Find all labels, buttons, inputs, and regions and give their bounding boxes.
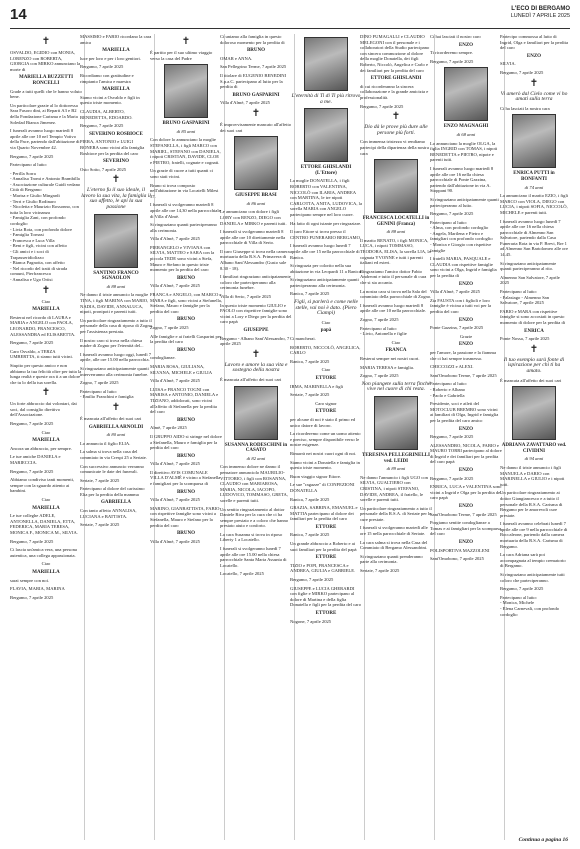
obituary-text: MARIELLA — [32, 569, 60, 575]
obituary-text: di 85 anni — [176, 128, 196, 134]
obituary-text: Grade a tutti quelli che le hanno voluto bene. — [10, 88, 82, 100]
obituary-text: I funerali avranno luogo martedì 8 aprile alle ore 10 nella parrocchiale. — [360, 302, 427, 314]
obituary-text: ENZO — [458, 317, 474, 323]
obituary-text: Almè, 7 aprile 2025 — [150, 425, 187, 431]
obituary-text: per alcune di noi è stato il primo ed unico datore di lavoro. — [290, 416, 356, 428]
obituary-text: SUSANNA RODESCHINI in CASATO — [224, 442, 288, 454]
obituary-text: Si ringraziano quanti parteciperanno alla cerimonia. — [150, 222, 217, 233]
obituary-text: I familiari ringraziano anticipatamente coloro che parteciperanno alla cerimonia funebre. — [220, 274, 291, 291]
obituary-text: Siamo vicini a Donatella e famiglia in questo triste momento. — [290, 459, 360, 471]
obituary-text: Zogno, 7 aprile 2025 — [360, 317, 399, 322]
obituary-text: DINO FUMAGALLI e CLAUDIO MELEGONI con il personale e i collaboratori della Studio partecipano con sincera commozione al dolore della moglie Donatella, dei figli Roberto, Niccolò, Angelica e Carlo e dei familiari per la perdita del caro — [360, 34, 430, 73]
obituary-text: Il caro Ettore si trova presso il CENTRO FUNERARIO BERGAMO. — [290, 229, 362, 240]
obituary-text: Un particolare ringraziamento a tutto il personale della R.S.A. di Seriate per le cure prestate. — [360, 505, 432, 522]
page-number: 14 — [10, 6, 27, 23]
column-7 — [430, 34, 505, 840]
obituary-text: Ciao — [391, 339, 401, 345]
obituary-text: FRANCA — [385, 348, 407, 354]
obituary-text: I funerali si svolgeranno martedì alle ore 15 nella parrocchiale di Seriate. — [360, 525, 428, 537]
obituary-text: Zogno, 7 aprile 2025 — [150, 325, 189, 330]
obituary-text: I funerali avranno luogo martedì 8 aprile alle ore 16 nella chiesa parrocchiale di Ponte Gazzina, partendo dall'abitazione in via A. Stoppani 90. — [430, 165, 494, 194]
obituary-text: Porgiamo sentite condoglianze a Tomas e ai famigliari per la scomparsa del caro — [430, 520, 502, 537]
obituary-text: Presidente, soci e atleti del MOTOCLUB BREMBO sono vicini ai familiari di Olga, Ingrid e famiglia per la perdita del caro amico — [430, 401, 499, 423]
obituary-text: Il GRUPPO AIDO si stringe nel dolore a Stefanella, Mauro e famiglia per la perdita del caro — [150, 433, 222, 451]
obituary-text: Ranica, 7 aprile 2025 — [290, 496, 330, 502]
obituary-text: Ciao — [41, 298, 51, 304]
obituary-text: ENRICA PUTTI in BONFANTI — [513, 171, 555, 182]
obituary-text: Sant'Omobono, 7 aprile 2025 — [430, 556, 484, 562]
obituary-text: BRUNO — [176, 489, 196, 495]
obituary-text: San Pellegrino Terme, 7 aprile 2025 — [220, 64, 287, 70]
obituary-text: Buon viaggio signor Ettore. — [290, 473, 342, 479]
obituary-text: La cara Susanna si trova in riposo Liberty 1 a Locatello. — [220, 531, 283, 543]
obituary-text: I funerali avranno luogo oggi, lunedì 7 aprile, alle ore 15.00 nella parrocchia. — [80, 351, 152, 363]
cross-icon: ✝ — [181, 36, 191, 47]
obituary-text: Ranica, 7 aprile 2025 — [290, 358, 330, 364]
obituary-text: BRUNO — [176, 417, 196, 423]
obituary-text: Bergamo, 7 aprile 2025 — [430, 211, 474, 217]
obituary-text: ENZO — [458, 504, 474, 510]
cross-icon: ✝ — [41, 284, 51, 296]
obituary-text: MARIELLA — [32, 438, 60, 444]
obituary-text: Villa d'Almè, 7 aprile 2025 — [150, 283, 200, 289]
obituary-text: Partecipano al lutto: - Falasiago - Almenno San Salvatore, 7 aprile 2025 — [500, 289, 549, 306]
masthead — [511, 6, 570, 19]
obituary-text: Bergamo, 7 aprile 2025 — [500, 586, 544, 592]
obituary-text: Con tanto affetto ANNALISA, LUCIANA e BATTISTA. — [80, 508, 137, 519]
obituary-text: Con dolore lo annunciano la moglie STEFANELLA, i figli MARCO con MARIEL, STEFANO con DANIELA, i nipoti CRISTIAN, DAVIDE, CLOE e PIETRO, fratelli, cognate e cognati. — [150, 137, 221, 165]
obituary-text: Bergamo, 7 aprile 2025 — [10, 538, 54, 544]
obituary-text: ETTORE — [315, 376, 337, 381]
column-2 — [80, 34, 155, 840]
obituary-text: ENZO — [458, 342, 474, 348]
cross-icon: ✝ — [41, 387, 51, 399]
obituary-text: Grazie — [459, 333, 473, 339]
obituary-text: Le tue colleghe ADELE, ANTONELLA, DANIELA, ETTA, FEDERICA, MARIA TERESA, MONICA F., MONICA M., SILVIA. — [10, 513, 78, 535]
obituary-text: È mancata all'affetto dei suoi cari — [500, 377, 562, 383]
obituary-text: La annunciano il marito EZIO, i figli MARCO con VIOLA, DIEGO con LUCIA, i nipoti SOFIA, NICCOLÒ, MICHELE e parenti tutti. — [500, 193, 568, 215]
obituary-text: Con immensa tristezza vi rendiamo partecipi della dipartenza della nostra cara — [360, 139, 429, 156]
obituary-text: Lo annuncia il figlio ELIA. — [80, 440, 131, 446]
obituary-text: Partecipano al lutto: - Roberto e Albano - Paolo e Gabriella — [430, 381, 467, 398]
obituary-text: Caro Osvaldo, a TERZA UMBERTTA, ti siamo tutti vicini. — [10, 348, 73, 360]
obituary-text: I funerali avranno luogo lunedì 7 aprile alle ore 15 nella parrocchiale di Ranica. — [290, 243, 360, 260]
obituary-text: di 88 anni — [106, 283, 126, 289]
obituary-text: GIUSEPPE e LUCIA GHERARDI con figlie e MIRKO partecipano al dolore di Martina e della figlia Donatella e figli per la perdita del caro — [290, 585, 362, 608]
obituary-text: papà — [320, 328, 332, 334]
obituary-text: GIUSEPPE BRASI — [235, 193, 277, 199]
obituary-text: Partecipo commossa al lutto di Ingrid, Olga e familiari per la perdita del caro — [500, 34, 568, 51]
obituary-text: Ciao — [41, 497, 51, 502]
obituary-text: ETTORE — [315, 409, 337, 415]
obituary-text: Partecipano al lutto: — [10, 162, 47, 168]
cross-icon: ✝ — [391, 111, 401, 123]
obituary-text: Alle famiglie e ai fratelli Gasparini per la perdita del caro — [150, 333, 222, 345]
obituary-text: Resterai sempre nei nostri cuori. — [360, 355, 420, 361]
obituary-text: I funerali avranno luogo lunedì 7 aprile alle ore 16 nella chiesa parrocchiale di Almenno San Salvatore, partendo dalla Casa Funeraria Rota in via P. Brevi, Bre 1 ad Almenno San Bartolomeo alle ore 14.45. — [500, 218, 568, 258]
obituary-text: Si ringraziano quanti prenderanno parte alla cerimonia. — [360, 553, 423, 565]
obituary-text: Bergamo, 7 aprile 2025 — [10, 594, 54, 600]
obituary-text: Osio Sotto, 7 aprile 2025 — [80, 166, 127, 172]
obituary-text: Bergamo, 7 aprile 2025 — [430, 434, 474, 440]
obituary-text: I funerali avranno celebrati lunedì 7 aprile alle ore 9 nella parrocchiale di Boccaleone, partendo dalla camera mortuaria della R.S.A. Carisma di Bergamo. — [500, 521, 568, 549]
obituary-text: È mancata all'affetto dei suoi cari — [80, 415, 142, 421]
obituary-text: Si ringraziano anticipatamente quanti parteciperanno alla cerimonia. — [290, 277, 359, 288]
obituary-text: Villa d'Almè, 7 aprile 2025 — [150, 497, 200, 503]
obituary-text: Un particolare grazie al lo dottoressa Sara Fasoro dini, ai Reparti A3 e B2 della Fondazione Carisma e la Maria Soledad Bianca Jimenez. — [10, 102, 78, 125]
obituary-text: Si ringraziano anticipatamente quanti interverranno alla cerimonia funebre. — [80, 365, 149, 377]
obituary-text: BRUNO — [176, 453, 196, 459]
obituary-text: Ne danno l'annuncio i figli UGO con SILVIA, GUALTIERO con CRISTINA, i nipoti STEFANO, DAVIDE, ANDREA, il fratello, le sorelle e parenti tutti. — [360, 474, 428, 503]
obituary-text: Le annunciano con dolore i figli LORY con RENZO, DIEGO con DANIELA e MIRKO e parenti tutti. — [220, 209, 287, 226]
obituary-text: La ricorderemo come un uomo attento e preciso, sempre disponibile verso le nostre esigenze. — [290, 431, 361, 448]
obituary-text: Seriate, 7 aprile 2025 — [360, 568, 400, 574]
obituary-text: ADRIANA ZAVATTARO ved. CIVIDINI — [501, 443, 567, 454]
obituary-text: ENZO — [526, 53, 542, 59]
obituary-text: Ponte Gazzina, 7 aprile 2025 — [430, 325, 484, 331]
obituary-text: Ponte Nossa, 7 aprile 2025 — [500, 336, 550, 342]
obituary-text: Bergamo, 7 aprile 2025 — [10, 421, 54, 427]
obituary-text: Bergamo, 7 aprile 2025 — [360, 103, 404, 109]
obituary-text: Ti ricorderemo sempre. — [430, 50, 474, 56]
obituary-text: Abbiamo condiviso tanti momenti, sempre con la sguardo attento ai bambini. — [10, 477, 75, 494]
obituary-text: Bergamo, 7 aprile 2025 — [290, 577, 334, 583]
obituary-text: MARIA TERESA e famiglia. — [360, 364, 415, 370]
column-1 — [10, 34, 85, 840]
obituary-text: Seriate, 7 aprile 2025 — [290, 392, 330, 398]
obituary-text: È partito per il suo ultimo viaggio verso la casa del Padre — [150, 50, 213, 61]
cross-icon: ✝ — [111, 174, 121, 186]
cross-icon: ✝ — [111, 401, 121, 413]
obituary-text: PIERANGELO e VIVIANA con SILVIA, MATTEO e SARA con la piccola TEDE sono vicini a Stefa, Mauro e Stefano in questo triste momento per la perdita del caro — [150, 244, 215, 273]
obituary-text: ALESSANDRO, NICOLA, FABIO e MAURO TORRI partecipano al dolore di Ingrid e dei familiari per la perdita del caro papà — [430, 442, 502, 465]
portrait-photo — [374, 396, 418, 450]
obituary-text: ENZO MAGNAGHI — [443, 124, 489, 130]
obituary-text: Stupito per questo amico e non abbiamo la tua felicità oltre per tutta la lunga realtà e queste ora ti a un dolore che tu lo della tua sorella. — [10, 362, 82, 385]
obituary-text: di 74 anni — [524, 184, 544, 190]
obituary-text: Ci lascia un'amica vera, una persona autentica, una collega appassionata. — [10, 547, 77, 558]
obituary-text: ROBERTO, NICCOLÒ, ANGELICA, CARLO — [290, 344, 361, 356]
column-4 — [220, 34, 295, 840]
obituary-text: Ciao — [321, 367, 331, 373]
obituary-text: La moglie DONATELLA, i figli ROBERTO con VALENTINA, NICCOLÒ con ILARIA, ANDREA con MARTINA, le tre nipoti CARLOTTA, ANITA, LUDOVICA, la sorella MARIA con ANGELO partecipano sempre nel loro cuore. — [290, 178, 362, 217]
obituary-text: La cara Adriana sarà poi accompagnata al tempio crematorio di Bergamo. — [500, 552, 566, 569]
obituary-text: di 89 anni — [386, 466, 406, 472]
obituary-text: Un grazie di cuore a tutti quanti ci sono stati vicini. — [150, 168, 213, 179]
column-6 — [360, 34, 435, 840]
obituary-text: ETTORE — [315, 611, 337, 616]
obituary-text: I funerali avranno luogo martedì 8 aprile alle ore 10 nel Tempio Votivo della Pace, partendo dall'abitazione di via Quarto Novembre 42. — [10, 128, 80, 150]
obituary-text: Il marito RENATO, i figli MONICA, LUCA, i nipoti TOMMASO, TEODORA, ELISA, la sorella LIA, la cognata YVONNE e tutti i parenti italiani ed esteri. — [360, 237, 431, 266]
obituary-text: MARIELLA — [102, 48, 130, 54]
obituary-text: sarai sempre con noi. — [10, 577, 50, 583]
obituary-text: Ci hai lasciati il nostro caro — [430, 34, 481, 39]
column-5 — [290, 34, 365, 840]
obituary-text: Bergamo, 7 aprile 2025 — [10, 153, 54, 159]
obituary-text: L'eternità di Ti di Ti più ritrovo a me. — [291, 93, 361, 105]
obituary-text: di 94 anni — [524, 456, 544, 462]
obituary-text: Locatello, 7 aprile 2025 — [220, 571, 264, 577]
column-8 — [500, 34, 570, 840]
obituary-text: Lo annunciano la moglie OLGA, la figlia INGRID con TOMAS, i nipoti BENEDETTA e PIETRO, nipote e parenti tutti. — [430, 140, 498, 163]
obituary-text: L'eterno fu il suo ideale, il lavoro la sua vita, la famiglia il suo affetto, le api la sua passione — [81, 187, 151, 211]
obituary-text: MARIELLA — [32, 505, 60, 511]
cross-icon: ✝ — [529, 343, 539, 355]
obituary-text: GRAZIA, SABRINA, EMANUEL e MATTIA partecipano al dolore dei familiari per la perdita del caro — [290, 505, 358, 522]
obituary-text: ENZO — [458, 42, 474, 48]
obituary-text: Bruno si trova composto nell'abitazione in via Locatelli Milesi 37. — [150, 182, 219, 199]
obituary-text: condoglianze. — [150, 355, 176, 361]
obituary-text: Non piangete sulla terra finché vive nel cuore di chi resta. — [361, 380, 431, 393]
obituary-text: OSVALDO, EGIDIO con MONIA, LORENZO con ROBERTA, GIORGIA con MIRKO annunciano la morte di — [10, 50, 81, 72]
obituary-text: Si ringraziano anticipatamente quanti parteciperanno al rito. — [500, 260, 557, 272]
obituary-text: per l'amore, la passione e la fiamma che ci hai sempre trasmesso. — [430, 349, 497, 361]
obituary-text: SEVERINO — [102, 159, 130, 165]
obituary-text: ENZO — [458, 281, 474, 287]
cross-icon: ✝ — [251, 107, 261, 119]
obituary-text: di cui ricorderanno la sincera collaborazione e la grande amicizia e professionalità. — [360, 83, 429, 100]
portrait-photo — [304, 37, 348, 91]
obituary-text: BRUNO — [176, 317, 196, 323]
obituary-text: La cara salma si trova nella Casa del Commiato di Bergamo Alessandrini. — [360, 539, 428, 551]
obituary-text: Zogno, 7 aprile 2025 — [360, 373, 399, 379]
obituary-text: Zogno, 7 aprile 2025 — [80, 380, 119, 386]
obituary-text: È improvvisamente mancato all'affetto dei suoi cari — [220, 121, 292, 133]
obituary-text: Bergamo - Albano Sant'Alessandro, 7 aprile 2025 — [220, 335, 290, 347]
obituary-text: di 80 anni — [106, 432, 126, 438]
obituary-text: ETTORE — [315, 524, 337, 530]
obituary-text: Villa d'Almè, 7 aprile 2025 — [150, 461, 200, 467]
obituary-text: ENRICA — [524, 328, 544, 334]
obituary-text: luce per loro e per i loro genitori. — [80, 55, 141, 61]
obituary-text: ETTORE GHISLANDI — [370, 76, 422, 82]
obituary-text: Un particolare ringraziamento ai dottor Giangiancesco e a tutto il personale della R.S.A. Carisma di Bergamo per le amorevoli cure prestate. — [500, 490, 563, 518]
obituary-text: ENRICA, LUCA e VALENTINA sono vicini a Ingrid e Olga per la perdita del caro papà — [430, 484, 502, 501]
issue-date: LUNEDÌ 7 APRILE 2025 — [510, 12, 570, 19]
obituary-text: Zia FAUSTA con i figlioli e loro famiglie è vicina a tutti voi per la perdita del caro — [430, 297, 492, 314]
obituary-text: Bergamo, 7 aprile 2025 — [10, 340, 54, 346]
cross-icon: ✝ — [529, 77, 539, 89]
portrait-photo — [512, 114, 556, 168]
obituary-text: Il titolare di EUGENIO BENEDINI S.p.a.C. partecipano al lutto per la perdita di — [220, 72, 287, 90]
obituary-text: Ciao — [41, 429, 51, 435]
page-header — [10, 6, 570, 29]
obituary-text: MARIA ROSA, GIULIANA, SILVANA, MICHELE e GIULIA — [150, 363, 213, 375]
obituary-text: ENZO — [458, 468, 474, 474]
continue-note: Continua a pagina 16 — [518, 837, 568, 843]
obituary-text: Ranica, 7 aprile 2025 — [290, 291, 330, 297]
obituary-text: Seriate, 7 aprile 2025 — [80, 477, 120, 483]
obituary-text: CLAUDIA, ALBERTO, BENEDETTA, EDOARDO. — [80, 108, 133, 120]
obituary-text: Bergamo, 7 aprile 2025 — [10, 468, 54, 474]
obituary-text: PIERA, ANTONIO e LUIGI BONERA sono vicini alla famiglia Rosbioce per la perdita del caro — [80, 139, 145, 156]
obituary-text: FABIO e MARA con rispettive famiglie si sono accostati in questo momento di dolore per la perdita di — [500, 308, 566, 325]
obituary-text: In questo triste momento GIULIO e PAOLO con rispettive famiglie sono vicini a Lory e Diego per la perdita del caro papà — [220, 302, 292, 325]
obituary-text: BRUNO — [176, 347, 196, 353]
cross-icon: ✝ — [41, 36, 51, 47]
obituary-text: Si ringrazia per colorito nella sua abitazione in via Leopardi 11 a Ranica. — [290, 263, 362, 274]
obituary-text: Ha fatto di ogni istante per ringraziare. — [290, 220, 362, 226]
portrait-photo — [512, 386, 556, 440]
obituary-text: Il tuo esempio sarà fonte di ispirazione per chi ti ha amato. — [503, 356, 565, 374]
obituary-text: Villa d'Almè, 7 aprile 2025 — [150, 538, 200, 544]
obituary-text: I funerali si svolgeranno martedì 8 aprile alle ore 14,30 nella parrocchiale di Villa d'Almè. — [150, 202, 221, 219]
obituary-text: Ci mancherai. — [290, 336, 316, 342]
obituary-text: Partecipano al lutto: - Monica, Michele - Elena Carnevali, con profondo cordoglio — [500, 594, 560, 617]
obituary-text: MARINO, GIANBATTISTA, FABIO con rispettive famiglie sono vicini a Stefanella, Mauro e Stefano per la perdita del caro — [150, 505, 220, 528]
obituary-text: GIUSEPPE — [243, 328, 269, 333]
obituary-text: BRUNO — [176, 531, 196, 537]
obituary-text: Un sentito ringraziamento al dottor Daniele Riva per la cura che ci ha sempre prestato e a coloro che hanno prestato aiuto e conforto. — [220, 506, 289, 529]
obituary-text: TERESINA PELLEGRINELLI ved. LEIDI — [362, 452, 430, 464]
obituary-text: Villa d'Almè, 7 aprile 2025 — [150, 236, 200, 242]
obituary-text: La nostra cara si trova nella Sala del commiato della parrocchiale di Zogno. — [360, 288, 432, 300]
obituary-text: LUISA e FRANCO TOGNI con MARISA e ANTONIO, DANIELA e TIZIANO, addolorati, sono vicini all'affetto di Stefanella per la perdita del caro — [150, 386, 219, 415]
obituary-text: POLISPORTIVA MAZZOLENI — [430, 547, 490, 553]
obituary-text: Lavoro e amore la sua vita e sostegno della nostra — [224, 361, 288, 374]
obituary-text: Vi amerò dal Cielo come vi ho amati sulla terra — [500, 90, 568, 103]
obituary-text: Con successivo annuncio verranno comunicate le date dei funerali. — [80, 463, 144, 475]
obituary-text: I funerali si svolgeranno lunedì 7 aprile alle ore 15.00 nella chiesa parrocchiale Santa Maria Assunta di Locatello. — [220, 546, 287, 568]
obituary-text: I fratelli MARIA, PASQUALE e CLAUDIA con rispettive famiglie sono vicini a Olga, Ingrid e famiglia per la perdita di — [430, 256, 497, 279]
obituary-text: IRMA, MARINELLA e figli — [290, 383, 344, 389]
portrait-photo — [234, 386, 278, 440]
obituary-text: Ancora un abbraccio, per sempre. — [10, 445, 72, 451]
newspaper-name: L'ECO DI BERGAMO — [511, 6, 570, 12]
obituary-text: di 86 anni — [246, 200, 266, 206]
obituary-text: Ciao — [321, 319, 331, 325]
obituary-text: FRANCESCA LOCATELLI in GENINI (Franca) — [362, 216, 430, 227]
column-3 — [150, 34, 225, 840]
obituary-text: FLAVIA, MARIA, MARINA — [10, 586, 65, 592]
obituary-text: Bergamo, 7 aprile 2025 — [430, 475, 474, 481]
obituary-text: Rimarrà nei nostri cuori ogni di noi. — [290, 450, 357, 456]
obituary-text: Ci ha lasciati la nostra cara — [500, 105, 550, 111]
obituary-text: Ricordiamo con gratitudine e rimpianto l'amica e maestra — [80, 72, 134, 84]
obituary-text: Partecipano al lutto: - Emilio Franchini e famiglia — [80, 388, 134, 400]
obituary-text: Villa d'Almè, 7 aprile 2025 — [150, 378, 200, 384]
obituary-text: Con immenso dolore ne danno il pensatore annunciolo MAURILIO-VITTORIO, i figli con ROSANNA, CLAUDIO con MARIAROSA, MARIA, NICOLA, IACOPO, LUDOVICO, TOMMASO, GRETA, sorelle e parenti tutti. — [220, 464, 288, 503]
obituary-text: Villa d'Almè, 7 aprile 2025 — [430, 289, 480, 295]
obituary-text: BRUNO GASPARINI — [162, 121, 210, 127]
obituaries-page — [10, 34, 570, 840]
obituary-text: Partecipano al lutto: - Livio, Antonella e figlie — [360, 325, 407, 337]
obituary-text: Il nostro caro si trova nella chiesa madre di Zogno per l'eternità del... — [80, 337, 144, 349]
portrait-photo — [94, 214, 138, 268]
obituary-text: - Perilla Sorra - Annalisa Tromi e Antonio Brambilla - Associazione culturale Guidi vedano Città di Bergamo - Marisa e Giulio Mingardi - Terri e Giulio Rodinaro - Nicoletta e Maurizio Rossonno, con tutta la loro vicinanza - Famiglia Zani, con profondo cordoglio - Livia Rota, con profondo dolore - Famiglia Tornasi - Francesca e Luca Villa - Beni e figli, vicini con affetto - Gli amici e i soci di Trapasseridiolizzo - Bianca Pagnotta, con affetto - Nel ricordo del tratti di strada comuni, Pierfrancesca - Annalisa e Ugo Ortisi — [10, 170, 81, 282]
obituary-text: OMAR e ANNA. — [220, 55, 253, 61]
obituary-text: di 88 anni — [386, 229, 406, 235]
obituary-text: di 68 anni — [456, 131, 476, 137]
obituary-text: La salma si trova nella casa del commiato in via Crespi 25 a Seriate. — [80, 449, 147, 460]
obituary-text: Villa di Serio, 7 aprile 2025 — [220, 294, 272, 300]
portrait-photo — [164, 64, 208, 118]
portrait-photo — [444, 67, 488, 121]
obituary-text: CHICCOZZI e ALEXI. — [430, 364, 474, 370]
obituary-text: SANTINO FRANCO SGNAOLON — [93, 270, 139, 282]
obituary-text: Caro signor — [315, 400, 337, 406]
obituary-text: BRUNO GASPARINI — [232, 92, 280, 98]
portrait-photo — [234, 136, 278, 190]
obituary-text: Si ringraziano anticipatamente tutti coloro che parteciperanno. — [500, 572, 565, 583]
obituary-text: Ne danno il triste annuncio i figli MANUELA e DARIO con MARINELLA e GIULIO e i nipoti tutti. — [500, 464, 565, 487]
obituary-text: Il caro Giuseppe si trova nella camera mortuaria della R.S.A. Primavera di Albano Sant'Alessandro (Gusto sale 8.30 - 18). — [220, 248, 290, 271]
obituary-text: Le tue amiche DANIELA e MARIECCIA. — [10, 454, 61, 466]
obituary-text: MARIELLA — [32, 307, 60, 313]
obituary-text: MASSIMO e FABIO ricordano la cara amica — [80, 34, 152, 45]
obituary-text: I funerali si svolgeranno martedì 8 aprile alle ore 10 direttamente nella parrocchiale di Villa di Serio. — [220, 229, 286, 246]
obituary-text: Le sue "ragazze" di CONFEZIONI DONATELLA — [290, 482, 355, 493]
obituary-text: MARIELLA BUZZETTI RONCELLI — [18, 75, 74, 86]
obituary-text: Un forte abbraccio dai volontari, dai soci, dal consiglio direttivo dell'Associazione. — [10, 401, 77, 418]
obituary-text: BRUNO — [176, 275, 196, 281]
cross-icon: ✝ — [251, 348, 261, 360]
obituary-text: Almenno San Salvatore, 7 aprile 2025 — [500, 274, 560, 286]
portrait-photo — [304, 108, 348, 162]
obituary-text: Figli, si parlerà e come nelle stelle, vai noi è dato. (Piero Ciampi) — [294, 299, 358, 317]
obituary-text: Ranica, 7 aprile 2025 — [290, 532, 330, 538]
obituary-text: GABRIELLA — [100, 500, 131, 506]
obituary-text: Villa d'Almè, 7 aprile 2025 — [220, 100, 270, 106]
obituary-text: Ci uniamo alla famiglia in questo doloroso momento per la perdita di — [220, 34, 285, 45]
obituary-text: ENZO — [458, 426, 474, 432]
obituary-text: GABRIELLA ARNOLDI — [88, 424, 144, 430]
obituary-text: Un grande abbraccio a Roberto e ai suoi familiari per la perdita del papà — [290, 541, 357, 552]
obituary-text: Bergamo, 7 aprile 2025 — [430, 58, 474, 64]
obituary-text: Il direttivo AVIS COMUNALE VILLA D'ALMÈ è vicino a Stefanella e famigliari per la scomparsa di — [150, 469, 221, 487]
obituary-text: Partecipano al lutto: - Alma, con profondo cordoglio - Angela, Marilena e Pietro e famigliari con profondo cordoglio - Monica e Giorgio con rispettive famiglie — [430, 219, 493, 253]
obituary-text: Siamo vicini a Osvaldo e figli in questo triste momento. — [80, 94, 140, 106]
obituary-text: Bergamo, 7 aprile 2025 — [80, 64, 124, 70]
obituary-text: ETTORE — [315, 555, 337, 561]
obituary-text: Bergamo, 7 aprile 2025 — [80, 123, 124, 129]
obituary-text: TIZIO e POPI, FRANCESCA e ANDREA, GIULIA e GABRIELE. — [290, 562, 356, 574]
obituary-text: Sant'Omobono Terme, 7 aprile 2025 — [430, 372, 497, 378]
obituary-text: Sant'Omobono Terme, 7 aprile 2025 — [430, 511, 497, 517]
obituary-text: Ciao — [41, 561, 51, 567]
obituary-text: Resterai nel ricordo di LAURA e MARIA e ANGELO con PAOLA, LEONARDO, FRANCESCO, ALESSANDRA ed ELISABETTA. — [10, 314, 76, 337]
obituary-text: FRANCA e ANGELO, con MARCO e MARA e figli, sono vicini a Stefanella, Stefano, Mauro e famiglie per la perdita del caro — [150, 292, 222, 314]
obituary-text: Ne danno il triste annuncio la moglie TINA, i figli MARINA con MARIO, NADIA, DAVIDE, ANNALUCA, nipoti, pronipoti e parenti tutti. — [80, 292, 149, 315]
obituary-text: Ringraziamo l'amico dottor Fabio Andreoni e tutto il personale di cura che si sta accanto. — [360, 268, 427, 286]
obituary-text: SEVERINO ROSBIOCE — [89, 131, 143, 137]
obituary-text: Partecipano al dolore del carissimo Elia per la perdita della mamma — [80, 486, 145, 497]
obituary-text: Un particolare ringraziamento a tutto il personale della casa di riposo di Zogno per l'assistenza prestata. — [80, 317, 152, 334]
obituary-text: È mancata all'affetto dei suoi cari — [220, 376, 282, 382]
obituary-text: Dio dà le prove più dure alle persone più forti. — [364, 124, 428, 136]
obituary-text: Nogone, 7 aprile 2025 — [290, 618, 332, 624]
obituary-text: MARIELLA — [102, 87, 130, 93]
obituary-text: ENZO — [458, 540, 474, 545]
obituary-text: BRUNO — [246, 48, 266, 54]
obituary-text: Si ringraziano anticipatamente quanti parteciperanno al lutto. — [430, 196, 499, 208]
obituary-text: SILVIA. — [500, 61, 516, 67]
obituary-text: Bergamo, 7 aprile 2025 — [500, 69, 544, 75]
obituary-text: Seriate, 7 aprile 2025 — [80, 522, 120, 528]
portrait-photo — [374, 159, 418, 213]
obituary-text: di 82 anni — [246, 455, 266, 461]
obituary-text: ETTORE GHISLANDI (L'Ettore) — [300, 165, 352, 176]
